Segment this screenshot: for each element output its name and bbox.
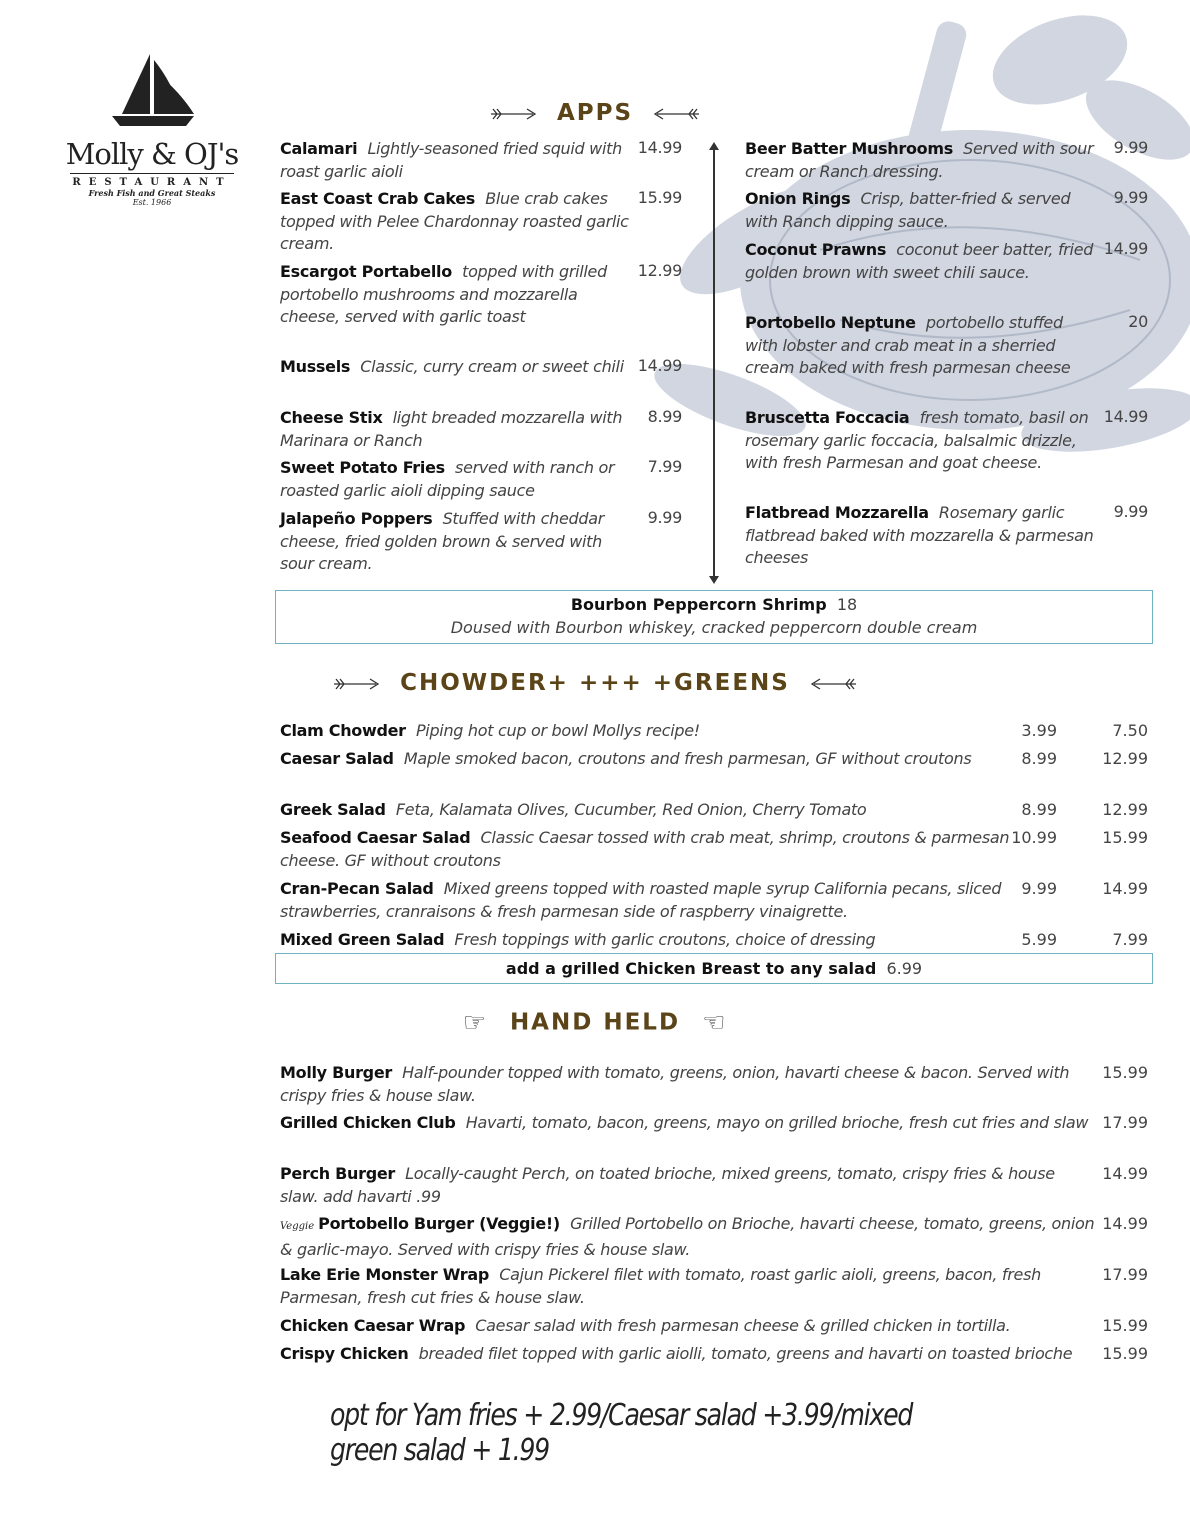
item-desc: Classic Caesar tossed with crab meat, shrimp, croutons & parmesan cheese. GF without croutons	[280, 828, 1010, 870]
item-price-large: 7.50	[1112, 721, 1148, 740]
item-price: 7.99	[647, 457, 682, 476]
logo-established: Est. 1966	[132, 198, 172, 207]
item-name: Cran-Pecan Salad	[280, 879, 434, 898]
menu-item	[280, 1062, 1095, 1107]
item-price: 14.99	[1103, 239, 1148, 258]
item-price: 14.99	[1103, 407, 1148, 426]
item-desc: Piping hot cup or bowl Mollys recipe!	[415, 721, 700, 740]
menu-item	[280, 188, 630, 256]
item-desc: breaded filet topped with garlic aiolli, tomato, greens and havarti on toasted brioche	[418, 1344, 1073, 1363]
chowder-heading	[0, 670, 1190, 696]
column-divider	[713, 148, 715, 578]
feature-box	[275, 590, 1153, 644]
item-name: Beer Batter Mushrooms	[745, 139, 953, 158]
item-desc: Classic, curry cream or sweet chili	[360, 357, 624, 376]
item-price: 15.99	[1102, 1344, 1148, 1363]
item-desc: portobello stuffed with lobster and crab meat in a sherried cream baked with fresh parmesan cheese	[745, 313, 1071, 377]
menu-item	[745, 502, 1095, 570]
item-name: Calamari	[280, 139, 358, 158]
item-name: Coconut Prawns	[745, 240, 887, 259]
addon-box	[275, 953, 1153, 984]
menu-item	[280, 827, 1015, 872]
menu-item	[745, 188, 1095, 233]
item-desc: Mixed greens topped with roasted maple syrup California pecans, sliced strawberries, cranraisons & fresh parmesan side of raspberry vinaigrette.	[280, 879, 1002, 921]
item-name: Seafood Caesar Salad	[280, 828, 471, 847]
item-desc: topped with grilled portobello mushrooms and mozzarella cheese, served with garlic toast	[280, 262, 607, 326]
pointing-hand-left-icon: ☜	[702, 1008, 728, 1038]
menu-item	[280, 1343, 1095, 1366]
item-name: Jalapeño Poppers	[280, 509, 433, 528]
item-name: Onion Rings	[745, 189, 851, 208]
logo-name: Molly & OJ's	[65, 137, 239, 171]
item-price-large: 12.99	[1102, 749, 1148, 768]
menu-item	[280, 1163, 1095, 1208]
item-desc: Blue crab cakes topped with Pelee Chardonnay roasted garlic cream.	[280, 189, 629, 253]
menu-item	[280, 261, 630, 329]
item-desc: Caesar salad with fresh parmesan cheese & grilled chicken in tortilla.	[475, 1316, 1011, 1335]
item-name: Lake Erie Monster Wrap	[280, 1265, 490, 1284]
item-price: 15.99	[637, 188, 682, 207]
menu-item	[280, 720, 1015, 743]
handheld-heading	[0, 1008, 1190, 1038]
item-name: Flatbread Mozzarella	[745, 503, 929, 522]
pointing-hand-right-icon: ☞	[462, 1008, 488, 1038]
item-price-large: 7.99	[1112, 930, 1148, 949]
item-name: Portobello Neptune	[745, 313, 916, 332]
menu-item	[280, 1213, 1095, 1261]
veggie-badge: Veggie	[280, 1221, 315, 1232]
item-price: 17.99	[1102, 1113, 1148, 1132]
item-name: Chicken Caesar Wrap	[280, 1316, 466, 1335]
menu-item	[280, 878, 1015, 923]
item-name: Sweet Potato Fries	[280, 458, 445, 477]
handheld-title: HAND HELD	[509, 1009, 681, 1036]
item-name: Perch Burger	[280, 1164, 395, 1183]
item-price: 9.99	[1113, 138, 1148, 157]
item-name: Caesar Salad	[280, 749, 394, 768]
item-desc: Grilled Portobello on Brioche, havarti cheese, tomato, greens, onion & garlic-mayo. Served with crispy fries & house slaw.	[280, 1214, 1095, 1259]
item-price: 8.99	[647, 407, 682, 426]
item-desc: Half-pounder topped with tomato, greens, onion, havarti cheese & bacon. Served with crispy fries & house slaw.	[280, 1063, 1070, 1105]
menu-item	[280, 407, 630, 452]
item-price-small: 9.99	[1021, 879, 1057, 898]
item-name: Cheese Stix	[280, 408, 383, 427]
footer-note: opt for Yam fries + 2.99/Caesar salad +3.99/mixed green salad + 1.99	[330, 1398, 913, 1468]
item-name: Clam Chowder	[280, 721, 406, 740]
menu-item	[280, 457, 630, 502]
item-name: Mixed Green Salad	[280, 930, 445, 949]
item-desc: Cajun Pickerel filet with tomato, roast garlic aioli, greens, bacon, fresh Parmesan, fresh cut fries & house slaw.	[280, 1265, 1041, 1307]
item-desc: Locally-caught Perch, on toated brioche, mixed greens, tomato, crispy fries & house slaw. add havarti .99	[280, 1164, 1055, 1206]
logo-tagline: Fresh Fish and Great Steaks	[88, 188, 216, 198]
menu-item	[280, 1112, 1095, 1135]
item-price-small: 8.99	[1021, 800, 1057, 819]
item-name: Crispy Chicken	[280, 1344, 409, 1363]
item-desc: Crisp, batter-fried & served with Ranch dipping sauce.	[745, 189, 1071, 231]
feature-price: 18	[836, 595, 858, 614]
item-price: 14.99	[637, 138, 682, 157]
item-name: Bruscetta Foccacia	[745, 408, 910, 427]
arrow-left-icon	[810, 678, 856, 690]
item-price: 12.99	[637, 261, 682, 280]
addon-price: 6.99	[886, 959, 923, 978]
item-desc: served with ranch or roasted garlic aioli dipping sauce	[280, 458, 615, 500]
item-price: 14.99	[1102, 1214, 1148, 1233]
menu-item	[280, 356, 630, 379]
item-desc: Lightly-seasoned fried squid with roast garlic aioli	[280, 139, 622, 181]
item-price-small: 3.99	[1021, 721, 1057, 740]
item-price-large: 14.99	[1102, 879, 1148, 898]
item-price: 9.99	[1113, 502, 1148, 521]
item-price: 9.99	[647, 508, 682, 527]
item-desc: Fresh toppings with garlic croutons, choice of dressing	[454, 930, 876, 949]
menu-item	[280, 929, 1015, 952]
item-name: Grilled Chicken Club	[280, 1113, 456, 1132]
menu-item	[745, 407, 1095, 475]
item-name: Molly Burger	[280, 1063, 392, 1082]
item-desc: fresh tomato, basil on rosemary garlic foccacia, balsalmic drizzle, with fresh Parmesan and goat cheese.	[745, 408, 1089, 472]
item-desc: Havarti, tomato, bacon, greens, mayo on grilled brioche, fresh cut fries and slaw	[465, 1113, 1089, 1132]
item-desc: light breaded mozzarella with Marinara or Ranch	[280, 408, 623, 450]
item-name: Portobello Burger (Veggie!)	[318, 1214, 560, 1233]
item-price: 15.99	[1102, 1316, 1148, 1335]
item-desc: Feta, Kalamata Olives, Cucumber, Red Onion, Cherry Tomato	[395, 800, 867, 819]
item-name: Escargot Portabello	[280, 262, 452, 281]
item-price: 20	[1128, 312, 1148, 331]
item-price-large: 12.99	[1102, 800, 1148, 819]
item-price: 9.99	[1113, 188, 1148, 207]
item-price: 17.99	[1102, 1265, 1148, 1284]
item-price: 14.99	[637, 356, 682, 375]
item-desc: Maple smoked bacon, croutons and fresh parmesan, GF without croutons	[403, 749, 972, 768]
apps-title: APPS	[556, 100, 634, 126]
item-desc: Stuffed with cheddar cheese, fried golden brown & served with sour cream.	[280, 509, 604, 573]
menu-item	[280, 799, 1015, 822]
restaurant-logo	[62, 52, 242, 207]
arrow-left-icon	[653, 108, 699, 120]
item-price-small: 10.99	[1011, 828, 1057, 847]
menu-item	[280, 748, 1015, 771]
addon-label: add a grilled Chicken Breast to any salad	[505, 959, 877, 978]
item-price-small: 5.99	[1021, 930, 1057, 949]
feature-name: Bourbon Peppercorn Shrimp	[570, 595, 827, 614]
item-price-small: 8.99	[1021, 749, 1057, 768]
menu-item	[280, 1315, 1095, 1338]
arrow-right-icon	[491, 108, 537, 120]
feature-desc: Doused with Bourbon whiskey, cracked peppercorn double cream	[450, 618, 978, 637]
item-desc: Served with sour cream or Ranch dressing.	[745, 139, 1094, 181]
item-desc: coconut beer batter, fried golden brown with sweet chili sauce.	[745, 240, 1094, 282]
menu-item	[280, 1264, 1095, 1309]
item-price: 14.99	[1102, 1164, 1148, 1183]
arrow-right-icon	[334, 678, 380, 690]
apps-heading	[0, 100, 1190, 126]
menu-item	[280, 138, 630, 183]
item-name: East Coast Crab Cakes	[280, 189, 476, 208]
chowder-title: CHOWDER+ +++ +GREENS	[400, 670, 790, 696]
item-name: Greek Salad	[280, 800, 386, 819]
menu-item	[280, 508, 630, 576]
item-name: Mussels	[280, 357, 351, 376]
menu-item	[745, 138, 1095, 183]
item-price-large: 15.99	[1102, 828, 1148, 847]
item-price: 15.99	[1102, 1063, 1148, 1082]
menu-item	[745, 239, 1095, 284]
crab-illustration	[640, 0, 1190, 470]
menu-item	[745, 312, 1095, 380]
item-desc: Rosemary garlic flatbread baked with mozzarella & parmesan cheeses	[745, 503, 1094, 567]
logo-subtitle: RESTAURANT	[70, 173, 234, 188]
